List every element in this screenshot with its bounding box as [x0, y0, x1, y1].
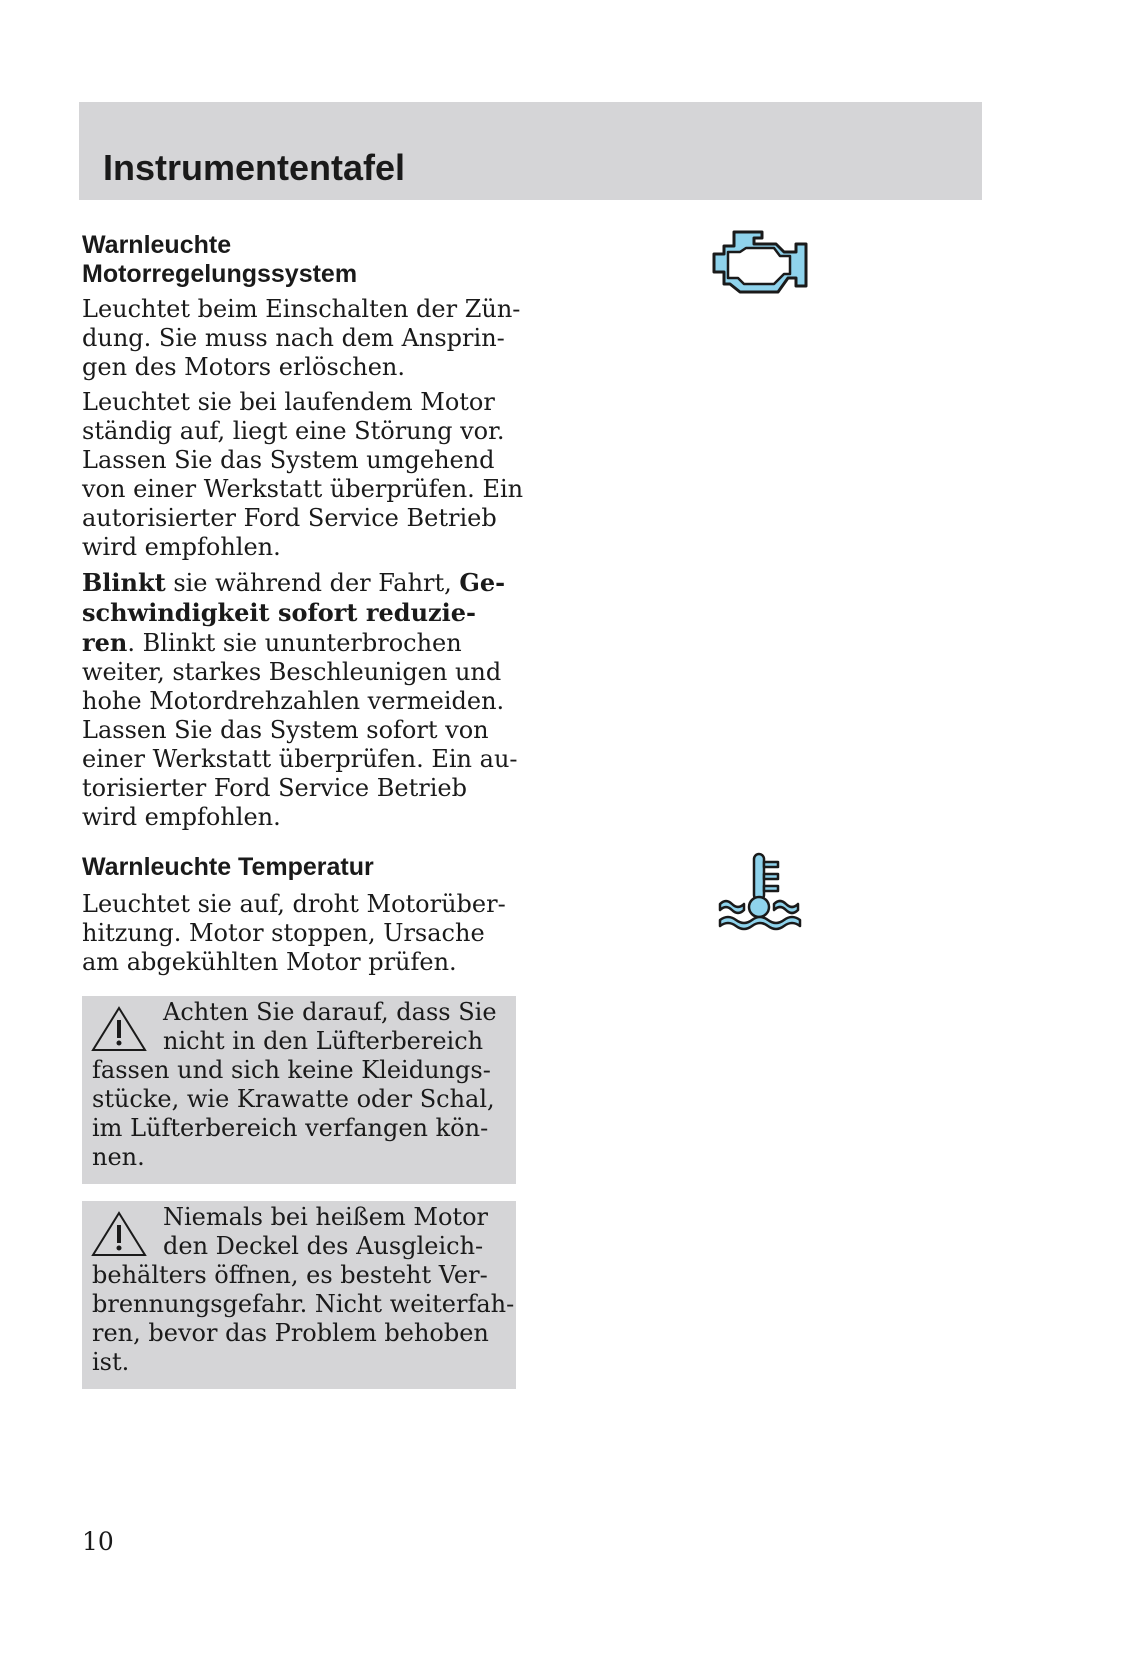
engine-warning-section: [82, 231, 522, 838]
text-run: sie während der Fahrt,: [165, 569, 460, 597]
text-line: Niemals bei heißem Motor: [163, 1203, 488, 1231]
text-line: [82, 628, 522, 658]
text-line: im Lüfterbereich verfangen kön-: [92, 1114, 489, 1142]
warning-triangle-icon: [90, 1209, 148, 1259]
text-line: weiter, starkes Beschleunigen und: [82, 658, 502, 686]
bold-text: schwindigkeit sofort reduzie-: [82, 598, 476, 627]
text-line: hohe Motordrehzahlen vermeiden.: [82, 687, 505, 715]
text-line: autorisierter Ford Service Betrieb: [82, 504, 497, 532]
text-line: nen.: [92, 1143, 145, 1171]
temperature-warning-section: [82, 853, 522, 983]
text-line: stücke, wie Krawatte oder Schal,: [92, 1085, 495, 1113]
text-line: ren, bevor das Problem behoben: [92, 1319, 489, 1347]
text-line: [82, 598, 522, 628]
warning-box: [82, 996, 516, 1184]
text-line: wird empfohlen.: [82, 533, 281, 561]
temperature-warning-heading: Warnleuchte Temperatur: [82, 853, 374, 881]
text-line: torisierter Ford Service Betrieb: [82, 774, 467, 802]
text-run: . Blinkt sie ununterbrochen: [127, 629, 462, 657]
text-line: Achten Sie darauf, dass Sie: [163, 998, 497, 1026]
bold-text: Blinkt: [82, 568, 166, 597]
text-line: ist.: [92, 1348, 130, 1376]
text-line: Lassen Sie das System umgehend: [82, 446, 495, 474]
text-line: hitzung. Motor stoppen, Ursache: [82, 919, 485, 947]
text-line: behälters öffnen, es besteht Ver-: [92, 1261, 488, 1289]
warning-triangle-icon: [90, 1004, 148, 1054]
text-line: fassen und sich keine Kleidungs-: [92, 1056, 491, 1084]
bold-text: Ge-: [459, 568, 506, 597]
text-line: [82, 568, 522, 598]
temperature-paragraph: [82, 890, 522, 977]
text-line: brennungsgefahr. Nicht weiterfah-: [92, 1290, 515, 1318]
bold-text: ren: [82, 628, 128, 657]
text-line: den Deckel des Ausgleich-: [163, 1232, 484, 1260]
text-line: nicht in den Lüfterbereich: [163, 1027, 484, 1055]
text-line: Leuchtet sie bei laufendem Motor: [82, 388, 495, 416]
heading-line: Warnleuchte: [82, 231, 232, 259]
heading-line: Motorregelungssystem: [82, 260, 358, 288]
warning-box: [82, 1201, 516, 1389]
text-line: wird empfohlen.: [82, 803, 281, 831]
engine-warning-heading: [82, 231, 522, 289]
text-line: einer Werkstatt überprüfen. Ein au-: [82, 745, 518, 773]
engine-paragraph-2: [82, 388, 522, 562]
text-line: Leuchtet beim Einschalten der Zün-: [82, 295, 521, 323]
text-line: gen des Motors erlöschen.: [82, 353, 406, 381]
page-title: Instrumententafel: [103, 147, 406, 188]
text-line: von einer Werkstatt überprüfen. Ein: [82, 475, 524, 503]
coolant-temperature-icon: [716, 850, 808, 938]
text-line: dung. Sie muss nach dem Ansprin-: [82, 324, 505, 352]
engine-paragraph-3: [82, 568, 522, 832]
engine-paragraph-1: [82, 295, 522, 382]
section-header-bar: [79, 102, 982, 200]
text-line: Leuchtet sie auf, droht Motorüber-: [82, 890, 506, 918]
text-line: am abgekühlten Motor prüfen.: [82, 948, 457, 976]
text-line: Lassen Sie das System sofort von: [82, 716, 489, 744]
engine-check-icon: [710, 228, 814, 304]
text-line: ständig auf, liegt eine Störung vor.: [82, 417, 505, 445]
page-number: 10: [82, 1527, 114, 1556]
